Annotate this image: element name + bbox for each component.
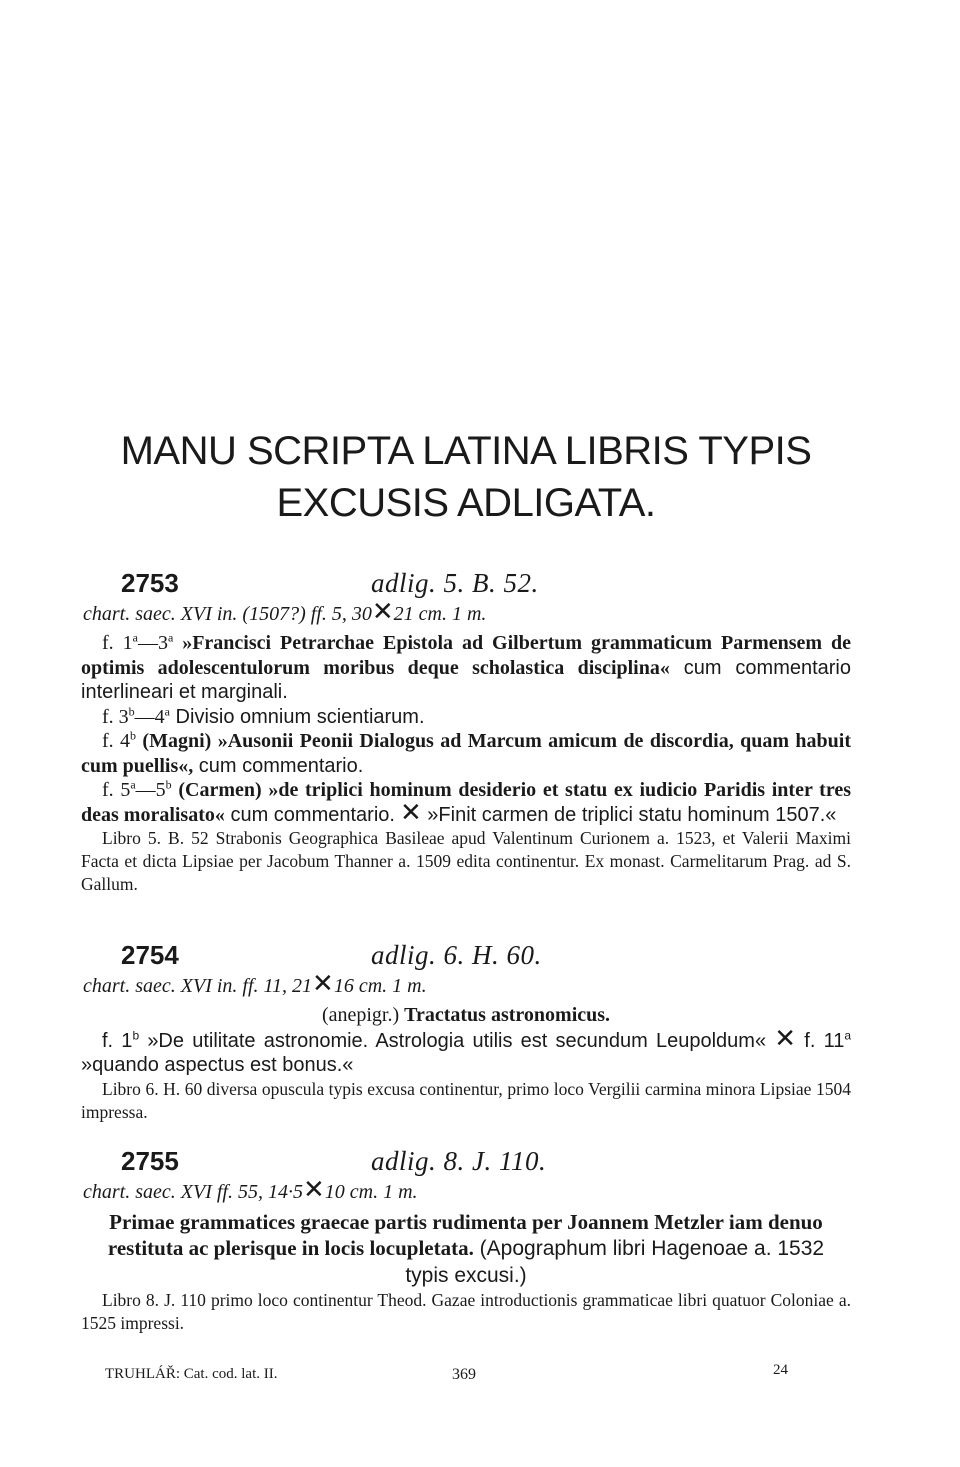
entry-header — [81, 938, 851, 974]
entry-note: Libro 6. H. 60 diversa opuscula typis excusa continentur, primo loco Vergilii carmina minora Lipsiae 1504 impressa. — [81, 1078, 851, 1122]
physical-description — [81, 969, 851, 999]
item-1 — [81, 631, 851, 705]
item-remark: (Apographum libri Hagenoae a. 1532 typis excusi.) — [405, 1237, 825, 1287]
title-line-1: MANU SCRIPTA LATINA LIBRIS TYPIS — [120, 429, 812, 473]
folio: f. 3 — [102, 705, 129, 728]
folio-side: a — [130, 777, 136, 792]
shelfmark: adlig. 6. H. 60. — [371, 940, 542, 970]
item-title: »Francisci Petrarchae Epistola ad Gilbertum grammaticum Parmensem de optimis adolescentulorum moribus deque scholastica disciplina« — [81, 632, 851, 679]
folio-side: b — [130, 728, 137, 743]
folio-side: b — [132, 1027, 140, 1042]
entry-number: 2754 — [121, 940, 179, 970]
physical-text-after: 10 cm. 1 m. — [324, 1181, 418, 1203]
times-icon: ✕ — [371, 597, 394, 626]
physical-description — [81, 597, 851, 627]
entry-note: Libro 8. J. 110 primo loco continentur Theod. Gazae introductionis grammaticae libri quatuor Coloniae a. 1525 impressi. — [81, 1290, 851, 1333]
item-2 — [81, 705, 851, 730]
entry-note: Libro 5. B. 52 Strabonis Geographica Basileae apud Valentinum Curionem a. 1523, et Valerii Maximi Facta et dicta Lipsiae per Jacobum Thanner a. 1509 edita continentur. Ex monast. Carmelitarum Prag. ad S. Gallum. — [81, 828, 851, 894]
folio-side: a — [132, 630, 138, 645]
footer-catalog: TRUHLÁŘ: Cat. cod. lat. II. — [105, 1366, 278, 1382]
shelfmark: adlig. 8. J. 110. — [371, 1146, 547, 1176]
heading-prefix: (anepigr.) — [321, 1004, 405, 1026]
entry-2753 — [81, 566, 851, 896]
entry-number: 2753 — [121, 568, 179, 598]
page-title — [81, 425, 851, 529]
folio: f. 5 — [102, 779, 131, 801]
times-icon: ✕ — [312, 969, 334, 998]
item-title: (Magni) »Ausonii Peonii Dialogus ad Marcum amicum de discordia, quam habuit cum puellis«, — [81, 730, 851, 777]
item-remark: cum commentario interlineari et marginali. — [81, 656, 852, 703]
folio: f. 11 — [796, 1029, 845, 1052]
folio-range: —5 — [135, 779, 166, 801]
page-footer — [105, 1362, 805, 1392]
item-title: (Carmen) »de triplici hominum desiderio et statu ex iudicio Paridis inter tres deas moralisato« — [81, 779, 851, 826]
physical-text: chart. saec. XVI in. (1507?) ff. 5, 30 — [83, 603, 372, 625]
item-1 — [81, 1022, 852, 1078]
physical-description — [81, 1175, 851, 1205]
cross-icon: ✕ — [399, 797, 422, 827]
item-remark: cum commentario. — [193, 754, 364, 777]
folio-side: a — [164, 703, 170, 718]
item-explicit: »quando aspectus est bonus.« — [81, 1054, 354, 1076]
item-incipit: »De utilitate astronomie. Astrologia utilis est secundum Leupoldum« — [139, 1029, 767, 1052]
item-4 — [81, 778, 851, 827]
item-title-block — [81, 1209, 851, 1289]
entry-header — [81, 566, 851, 602]
folio-side: b — [165, 777, 172, 792]
physical-text: chart. saec. XVI in. ff. 11, 21 — [83, 975, 313, 997]
item-3 — [81, 729, 851, 778]
item-title: Primae grammatices graecae partis rudimenta per Joannem Metzler iam denuo restituta ac plerisque in locis locupletata. — [107, 1210, 823, 1260]
signature-mark: 24 — [773, 1362, 788, 1378]
item-heading — [81, 1003, 851, 1028]
folio-range: —3 — [137, 632, 168, 654]
entry-header — [81, 1144, 851, 1180]
folio: f. 4 — [102, 730, 131, 752]
folio: f. 1 — [102, 632, 133, 654]
entry-2754 — [81, 938, 851, 1124]
item-title: Tractatus astronomicus. — [404, 1004, 611, 1026]
item-remark: Divisio omnium scientiarum. — [170, 705, 425, 728]
folio: f. 1 — [102, 1029, 133, 1052]
folio-side: a — [844, 1027, 852, 1042]
shelfmark: adlig. 5. B. 52. — [371, 568, 539, 598]
entry-2755 — [81, 1144, 851, 1335]
page-number: 369 — [452, 1366, 476, 1383]
item-remark: cum commentario. — [224, 803, 395, 826]
item-explicit: »Finit carmen de triplici statu hominum 1507.« — [421, 803, 837, 826]
folio-side: b — [128, 703, 135, 718]
physical-text-after: 21 cm. 1 m. — [393, 603, 487, 625]
entry-number: 2755 — [121, 1146, 179, 1176]
folio-range: —4 — [134, 705, 165, 728]
title-line-2: EXCUSIS ADLIGATA. — [276, 481, 656, 525]
physical-text-after: 16 cm. 1 m. — [333, 975, 427, 997]
times-icon: ✕ — [302, 1175, 325, 1204]
folio-side: a — [167, 630, 174, 645]
physical-text: chart. saec. XVI ff. 55, 14·5 — [83, 1181, 303, 1203]
cross-icon: ✕ — [774, 1022, 797, 1053]
